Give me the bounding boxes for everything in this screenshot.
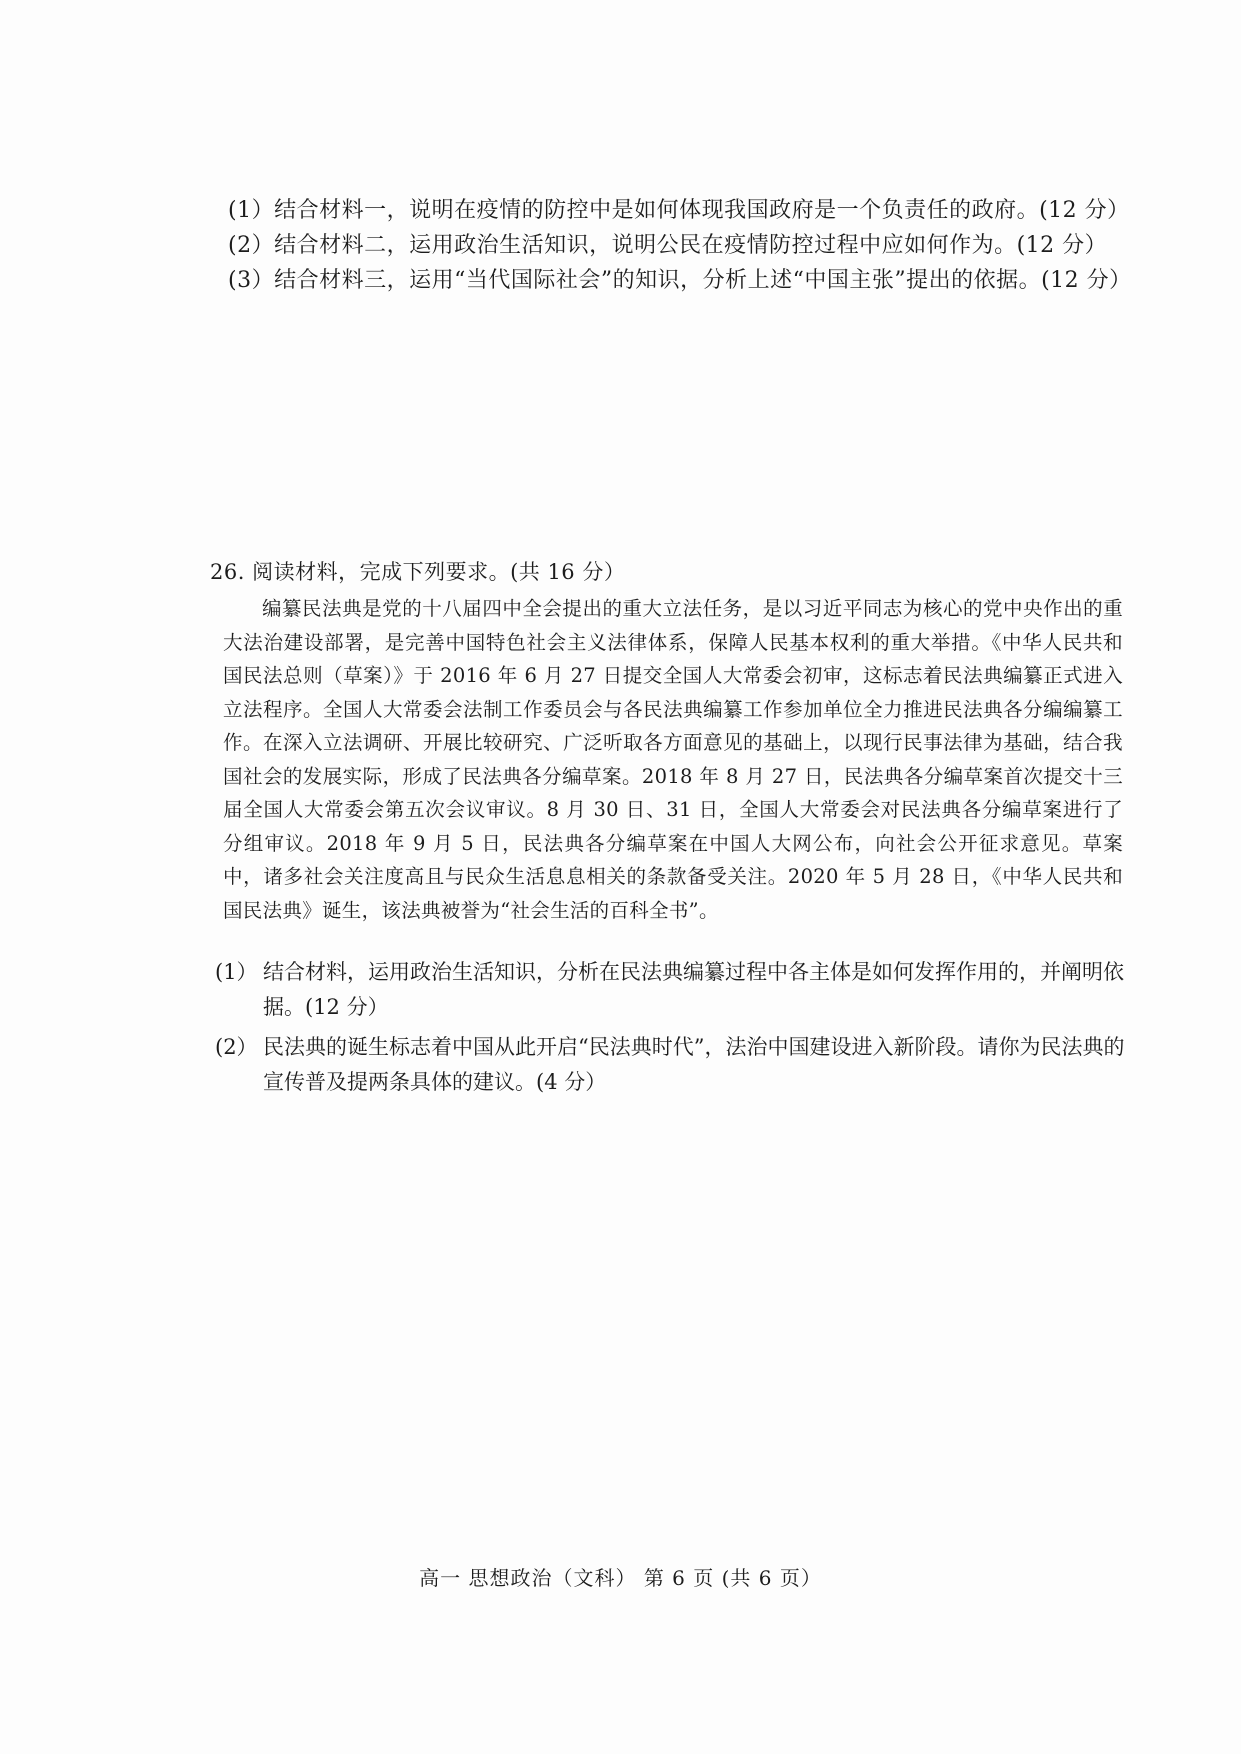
sub-question-text: 结合材料，运用政治生活知识，分析在民法典编纂过程中各主体是如何发挥作用的，并阐明依据。(12 分） bbox=[263, 960, 1124, 1019]
q26-title: 26. 阅读材料，完成下列要求。(共 16 分） bbox=[210, 560, 626, 584]
page-footer: 高一 思想政治（文科） 第 6 页 (共 6 页） bbox=[419, 1566, 822, 1590]
q25-sub-question-2: (2）结合材料二，运用政治生活知识，说明公民在疫情防控过程中应如何作为。(12 分） bbox=[228, 233, 1108, 258]
sub-question-text: 民法典的诞生标志着中国从此开启“民法典时代”，法治中国建设进入新阶段。请你为民法典的宣传普及提两条具体的建议。(4 分） bbox=[263, 1035, 1125, 1094]
q26-sub-question-2 bbox=[215, 1030, 1125, 1100]
sub-question-number: (2） bbox=[215, 1035, 258, 1059]
q26-sub-question-1 bbox=[215, 955, 1125, 1025]
q25-sub-question-1: (1）结合材料一，说明在疫情的防控中是如何体现我国政府是一个负责任的政府。(12 分） bbox=[228, 198, 1130, 223]
q25-sub-question-3: (3）结合材料三，运用“当代国际社会”的知识，分析上述“中国主张”提出的依据。(12 分） bbox=[228, 268, 1132, 293]
sub-question-number: (1） bbox=[215, 960, 258, 984]
q26-material-paragraph: 编纂民法典是党的十八届四中全会提出的重大立法任务，是以习近平同志为核心的党中央作出的重大法治建设部署，是完善中国特色社会主义法律体系，保障人民基本权利的重大举措。《中华人民共和国民法总则（草案）》于 2016 年 6 月 27 日提交全国人大常委会初审，这标志着民法典编纂正式进入立法程序。全国人大常委会法制工作委员会与各民法典编纂工作参加单位全力推进民法典各分编编纂工作。在深入立法调研、开展比较研究、广泛听取各方面意见的基础上，以现行民事法律为基础，结合我国社会的发展实际，形成了民法典各分编草案。2018 年 8 月 27 日，民法典各分编草案首次提交十三届全国人大常委会第五次会议审议。8 月 30 日、31 日，全国人大常委会对民法典各分编草案进行了分组审议。2018 年 9 月 5 日，民法典各分编草案在中国人大网公布，向社会公开征求意见。草案中，诸多社会关注度高且与民众生活息息相关的条款备受关注。2020 年 5 月 28 日，《中华人民共和国民法典》诞生，该法典被誉为“社会生活的百科全书”。 bbox=[223, 597, 1123, 922]
